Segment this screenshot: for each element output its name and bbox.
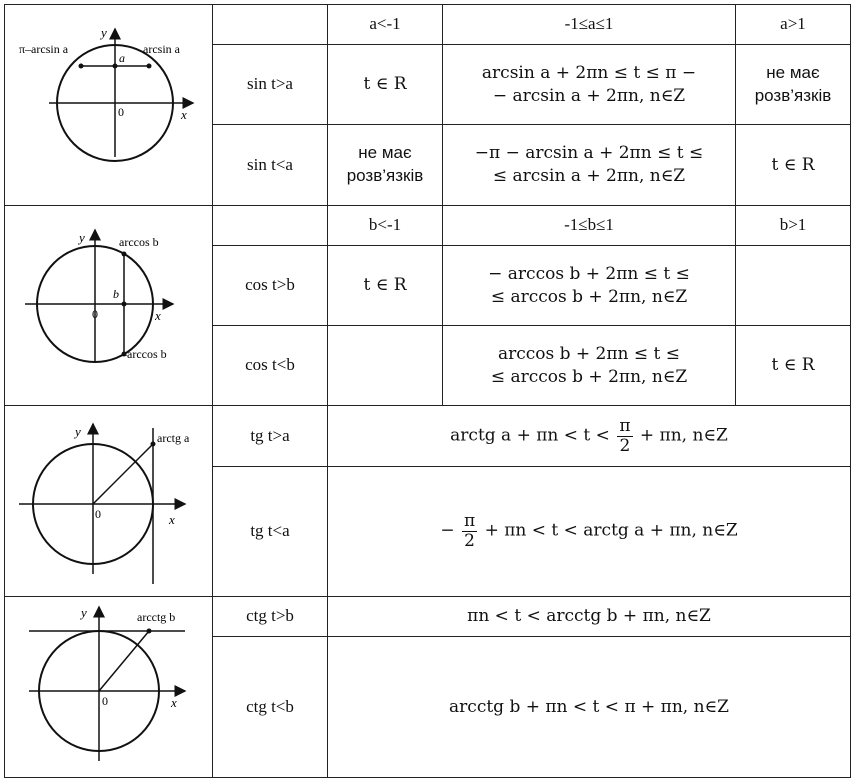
sin-diagram-right-label: arcsin a	[142, 42, 180, 56]
cos-header-col1: b<-1	[328, 206, 443, 246]
cos-gt-label: cos t>b	[213, 246, 328, 326]
tg-diagram-x: x	[168, 512, 175, 527]
ctg-gt-label: ctg t>b	[213, 597, 328, 637]
sin-gt-col3-line1: не має	[766, 62, 820, 82]
ctg-diagram-cell	[5, 597, 213, 778]
sin-header-col3: a>1	[736, 5, 851, 45]
sin-lt-col2-line2: ≤ arcsin a + 2πn, n∈Z	[492, 166, 686, 186]
sin-lt-col1-line1: не має	[358, 143, 412, 163]
sin-gt-col3-line2: розв’язків	[754, 85, 832, 105]
sin-gt-col2-line1: arcsin a + 2πn ≤ t ≤ π −	[481, 62, 697, 83]
cos-diagram-cell	[5, 206, 213, 406]
ctg-diagram-y: y	[80, 605, 87, 620]
cos-header-col2: -1≤b≤1	[443, 206, 736, 246]
cos-diagram-y: y	[78, 229, 85, 245]
tg-lt-post: + πn < t < arctg a + πn, n∈Z	[484, 521, 738, 541]
sin-diagram-left-label: π–arcsin a	[18, 42, 68, 56]
tg-diagram-y: y	[74, 424, 81, 439]
ctg-diagram-origin: 0	[101, 694, 108, 708]
tg-unit-circle-diagram	[9, 408, 209, 594]
cos-diagram-x: x	[154, 307, 161, 323]
cos-lt-col2	[443, 326, 736, 406]
sin-diagram-y: y	[100, 25, 107, 40]
sin-gt-col2-line2: − arcsin a + 2πn, n∈Z	[492, 85, 686, 106]
ctg-diagram-x: x	[170, 695, 177, 710]
tg-diagram-cell	[5, 406, 213, 597]
sin-lt-col1	[328, 125, 443, 206]
tg-lt-pre: −	[440, 521, 455, 541]
cos-lt-col3: t ∈ R	[736, 326, 851, 406]
sin-diagram-origin: 0	[117, 105, 124, 119]
tg-lt-frac-num: π	[463, 511, 476, 532]
tg-gt-frac-den: 2	[619, 435, 631, 456]
tg-gt-label: tg t>a	[213, 406, 328, 467]
cos-gt-col1: t ∈ R	[328, 246, 443, 326]
tg-gt-pre: arctg a + πn < t <	[450, 425, 610, 446]
ctg-lt-label: ctg t<b	[213, 637, 328, 778]
sin-lt-col2-line1: −π − arcsin a + 2πn ≤ t ≤	[474, 143, 704, 164]
sin-lt-label: sin t<a	[213, 125, 328, 206]
tg-lt-label: tg t<a	[213, 467, 328, 597]
sin-gt-col1: t ∈ R	[328, 45, 443, 125]
inequalities-table	[4, 4, 851, 778]
tg-lt-frac-den: 2	[464, 531, 475, 551]
sin-header-col1: a<-1	[328, 5, 443, 45]
sin-unit-circle-diagram	[9, 7, 209, 203]
ctg-diagram-label: arcctg b	[136, 610, 175, 624]
sin-diagram-x: x	[180, 107, 187, 122]
sin-gt-col2	[443, 45, 736, 125]
sin-gt-col3	[736, 45, 851, 125]
cos-header-col3: b>1	[736, 206, 851, 246]
sin-lt-col1-line2: розв’язків	[346, 166, 424, 185]
cos-diagram-bottom-label: –arccos b	[120, 346, 167, 361]
cos-diagram-origin: 0	[91, 306, 98, 321]
sin-lt-col2	[443, 125, 736, 206]
cos-diagram-top-label: arccos b	[118, 234, 159, 249]
tg-diagram-origin: 0	[94, 507, 101, 521]
tg-gt-post: + πn, n∈Z	[639, 425, 728, 446]
tg-gt-solution	[328, 406, 851, 467]
sin-gt-label: sin t>a	[213, 45, 328, 125]
tg-lt-fraction	[462, 512, 477, 550]
cos-diagram-b: b	[112, 286, 119, 301]
cos-lt-col2-line2: ≤ arccos b + 2πn, n∈Z	[490, 366, 688, 387]
sin-diagram-a: a	[118, 51, 125, 65]
sin-diagram-cell	[5, 5, 213, 206]
tg-gt-frac-num: π	[619, 415, 631, 436]
sin-header-empty	[213, 5, 328, 45]
ctg-unit-circle-diagram	[9, 599, 209, 775]
cos-gt-col2-line1: − arccos b + 2πn ≤ t ≤	[488, 263, 690, 284]
tg-gt-fraction	[617, 417, 632, 455]
ctg-gt-solution: πn < t < arcctg b + πn, n∈Z	[328, 597, 851, 637]
cos-lt-label: cos t<b	[213, 326, 328, 406]
sin-lt-col3: t ∈ R	[736, 125, 851, 206]
cos-gt-col2	[443, 246, 736, 326]
cos-unit-circle-diagram	[9, 208, 209, 404]
cos-header-empty	[213, 206, 328, 246]
cos-gt-col3	[736, 246, 851, 326]
cos-lt-col1	[328, 326, 443, 406]
cos-gt-col2-line2: ≤ arccos b + 2πn, n∈Z	[490, 286, 688, 307]
tg-diagram-label: arctg a	[156, 431, 189, 445]
ctg-lt-solution: arcctg b + πn < t < π + πn, n∈Z	[328, 637, 851, 778]
sin-header-col2: -1≤a≤1	[443, 5, 736, 45]
tg-lt-solution	[328, 467, 851, 597]
cos-lt-col2-line1: arccos b + 2πn ≤ t ≤	[497, 343, 681, 364]
